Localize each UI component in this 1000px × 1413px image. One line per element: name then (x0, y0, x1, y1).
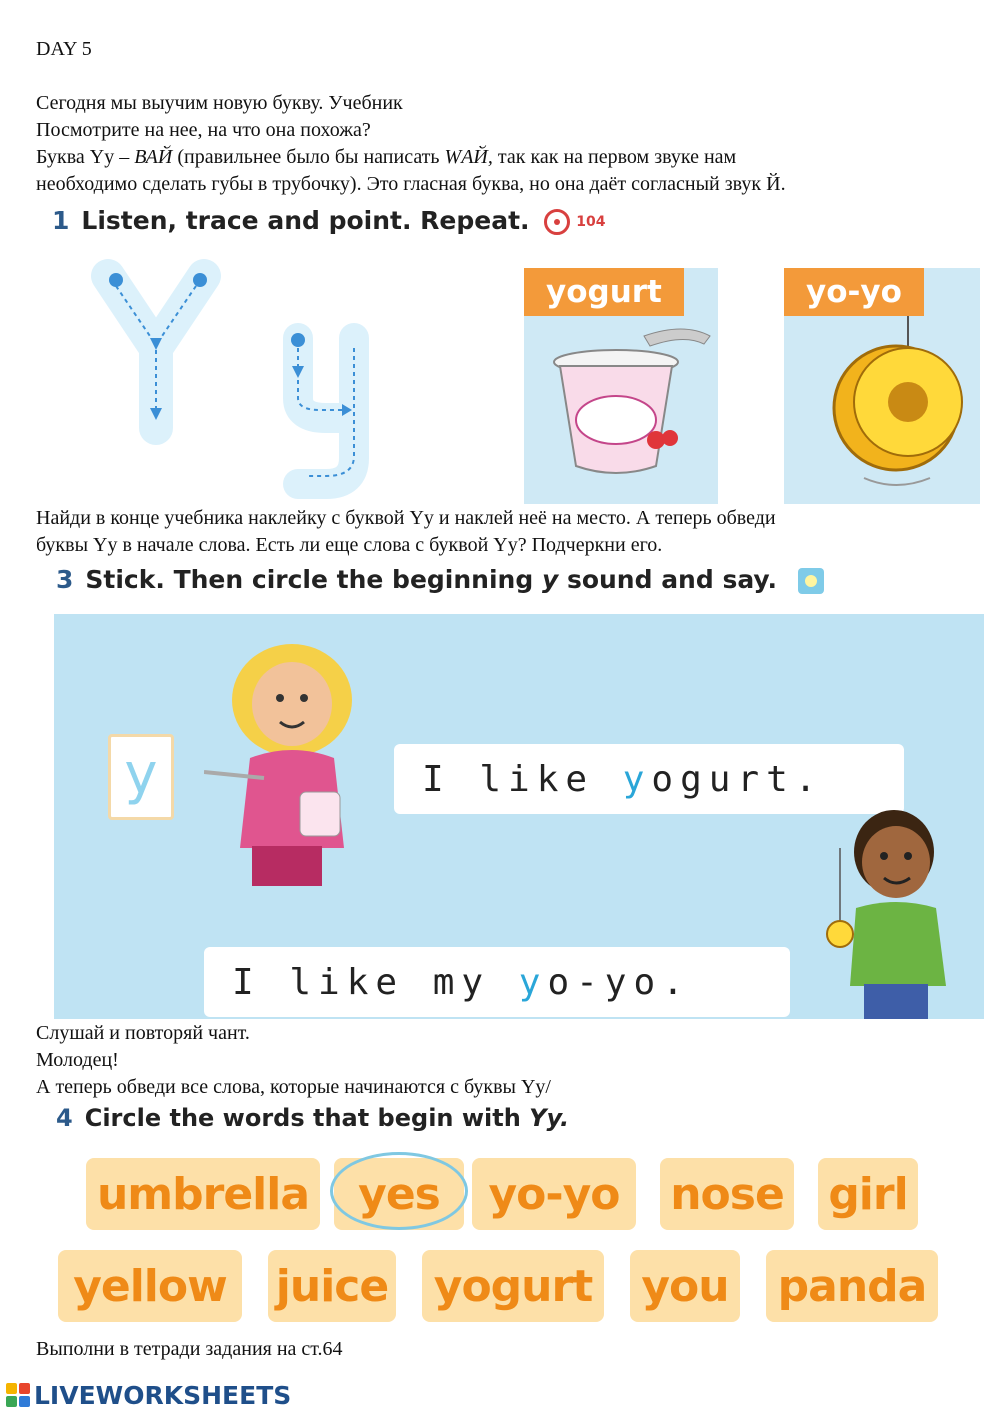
instruction-3-line-3: А теперь обведи все слова, которые начинаются с буквы Yy/ (36, 1076, 551, 1098)
lowercase-y-trace (291, 333, 354, 484)
task1-title (52, 206, 606, 235)
track-number: 104 (576, 214, 606, 230)
task3-number: 3 (56, 565, 74, 594)
word-tile[interactable]: girl (818, 1158, 918, 1230)
sticker-icon (798, 568, 824, 594)
task4-number: 4 (56, 1104, 73, 1132)
intro-text: (правильнее было бы написать (172, 146, 445, 168)
task3-title-text: Stick. Then circle the beginning (85, 565, 542, 594)
yogurt-label: yogurt (524, 268, 684, 316)
letter-tracing-svg[interactable] (86, 258, 386, 504)
task1-title-text: Listen, trace and point. Repeat. (81, 206, 530, 235)
boy-with-yo-yo-illustration (816, 804, 976, 1019)
task1-section (36, 198, 980, 504)
footer-instruction: Выполни в тетради задания на ст.64 (36, 1338, 343, 1360)
instruction-3-line-1: Слушай и повторяй чант. (36, 1022, 250, 1044)
intro-line-3 (36, 144, 736, 171)
yo-yo-label: yo-yo (784, 268, 924, 316)
yo-yo-icon (784, 316, 980, 504)
task3-title-y: y (541, 565, 559, 594)
intro-line-1: Сегодня мы выучим новую букву. Учебник (36, 92, 403, 114)
girl-with-yogurt-illustration (204, 642, 374, 904)
task3-panel (54, 614, 984, 1019)
instruction-2-line-1: Найди в конце учебника наклейку с буквой Yy и наклей неё на место. А теперь обведи (36, 507, 776, 529)
logo-text: LIVEWORKSHEETS (34, 1380, 292, 1410)
uppercase-y-trace (108, 273, 207, 428)
sticker-slot[interactable]: y (108, 734, 174, 820)
start-dot (291, 333, 305, 347)
instruction-2-line-2: буквы Yy в начале слова. Есть ли еще слова с буквой Yy? Подчеркни его. (36, 534, 663, 556)
task3-title (56, 565, 824, 594)
sentence-1-y[interactable]: y (622, 758, 652, 800)
word-tile[interactable]: you (630, 1250, 740, 1322)
word-tile[interactable]: yellow (58, 1250, 242, 1322)
word-tile[interactable]: juice (268, 1250, 396, 1322)
circle-mark (330, 1152, 468, 1230)
intro-line-2: Посмотрите на нее, на что она похожа? (36, 119, 371, 141)
task4-title (56, 1104, 569, 1132)
sentence-2-end: o-yo. (547, 961, 691, 1003)
intro-line-4: необходимо сделать губы в трубочку). Это гласная буква, но она даёт согласный звук Й. (36, 173, 786, 195)
sentence-2-start: I like my (232, 961, 519, 1003)
day-heading: DAY 5 (36, 38, 92, 60)
task4-section (36, 1098, 940, 1336)
instruction-3-line-2: Молодец! (36, 1049, 119, 1071)
word-tile[interactable]: umbrella (86, 1158, 320, 1230)
task4-title-yy: Yy. (529, 1104, 570, 1132)
word-tile[interactable]: yo-yo (472, 1158, 636, 1230)
start-dot (193, 273, 207, 287)
intro-text: так как на первом звуке нам (492, 146, 737, 168)
task3-section (36, 557, 984, 1019)
intro-italic-wai: WАЙ, (444, 146, 493, 168)
start-dot (109, 273, 123, 287)
word-tile[interactable]: yes (334, 1158, 464, 1230)
cd-icon[interactable] (544, 209, 570, 235)
word-tile[interactable]: nose (660, 1158, 794, 1230)
sentence-2-y[interactable]: y (518, 961, 548, 1003)
task3-title-text-end: sound and say. (558, 565, 777, 594)
word-tile[interactable]: panda (766, 1250, 938, 1322)
intro-text: Буква Yy – (36, 146, 135, 168)
sentence-1-start: I like (422, 758, 623, 800)
yo-yo-picture[interactable] (784, 268, 980, 504)
word-tile[interactable]: yogurt (422, 1250, 604, 1322)
sentence-2 (204, 947, 790, 1017)
logo-icon (6, 1383, 30, 1407)
liveworksheets-logo[interactable] (6, 1380, 291, 1410)
sentence-1-end: ogurt. (651, 758, 824, 800)
yogurt-cup-icon (524, 316, 718, 504)
yogurt-picture[interactable] (524, 268, 718, 504)
task1-number: 1 (52, 206, 70, 235)
intro-italic-vai: ВАЙ (134, 146, 173, 168)
task4-title-text: Circle the words that begin with (84, 1104, 530, 1132)
